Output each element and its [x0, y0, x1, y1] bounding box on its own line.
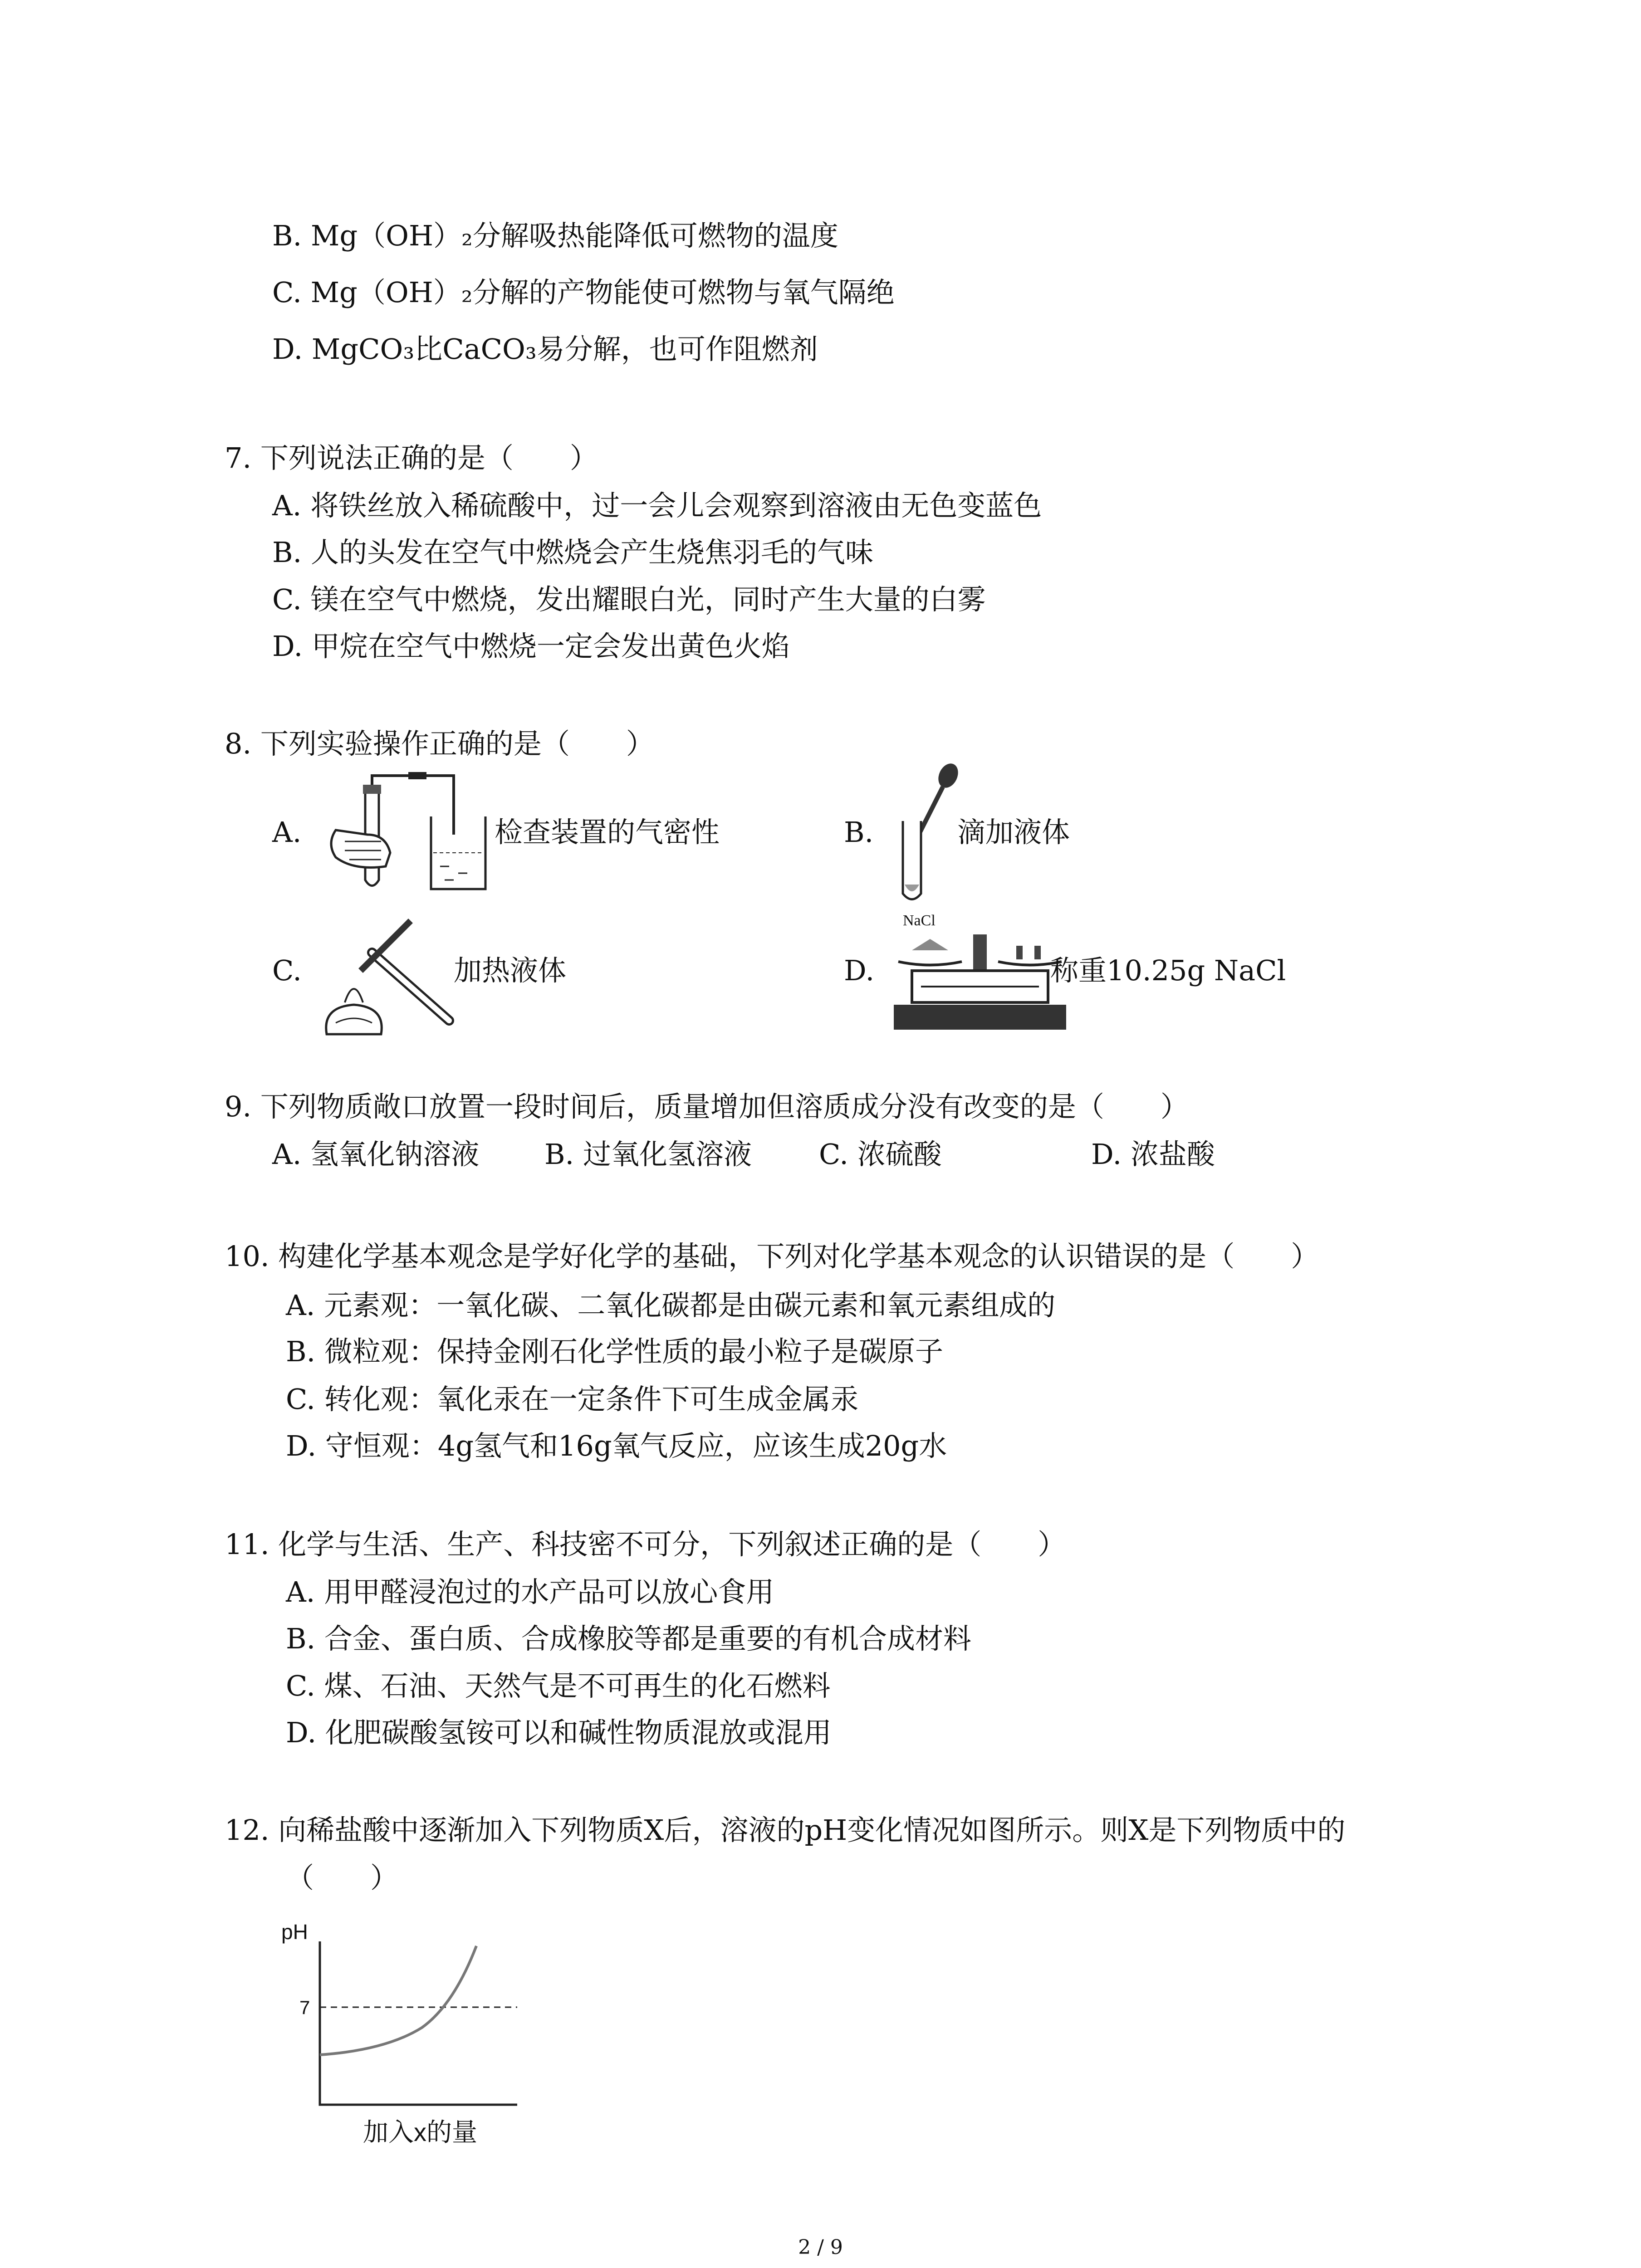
ph-graph-axes [320, 1941, 517, 2105]
q8-d-letter: D. [844, 954, 875, 987]
page-number: 2 / 9 [798, 2236, 843, 2259]
balance-figure [894, 907, 1066, 1039]
q7-option-b: B. 人的头发在空气中燃烧会产生烧焦羽毛的气味 [272, 536, 873, 569]
q10-option-b: B. 微粒观：保持金刚石化学性质的最小粒子是碳原子 [286, 1335, 943, 1368]
q7-stem: 7. 下列说法正确的是（ ） [225, 441, 598, 474]
ph-graph-tick-7: 7 [299, 1997, 310, 2018]
q12-answer-paren: （ ） [286, 1861, 399, 1894]
q8-b-letter: B. [844, 816, 874, 849]
nacl-label: NaCl [903, 912, 936, 929]
q8-d-caption: 称重10.25g NaCl [1050, 954, 1286, 987]
q9-option-c: C. 浓硫酸 [819, 1138, 942, 1171]
q9-option-b: B. 过氧化氢溶液 [544, 1138, 752, 1171]
prev-option-c: C. Mg（OH）₂分解的产物能使可燃物与氧气隔绝 [272, 276, 895, 309]
q8-c-caption: 加热液体 [454, 954, 567, 987]
q7-option-d: D. 甲烷在空气中燃烧一定会发出黄色火焰 [272, 630, 790, 663]
ph-graph [272, 1914, 526, 2150]
ph-graph-curve [320, 1946, 476, 2055]
q11-option-a: A. 用甲醛浸泡过的水产品可以放心食用 [286, 1575, 774, 1608]
ph-graph-x-label: 加入x的量 [363, 2118, 477, 2146]
q8-c-letter: C. [272, 954, 302, 987]
dropper-figure [885, 762, 966, 907]
q7-option-a: A. 将铁丝放入稀硫酸中，过一会儿会观察到溶液由无色变蓝色 [272, 489, 1042, 522]
q8-a-letter: A. [272, 816, 302, 849]
q7-option-c: C. 镁在空气中燃烧，发出耀眼白光，同时产生大量的白雾 [272, 583, 986, 616]
q11-option-c: C. 煤、石油、天然气是不可再生的化石燃料 [286, 1669, 831, 1702]
q10-option-d: D. 守恒观：4g氢气和16g氧气反应，应该生成20g水 [286, 1429, 947, 1462]
q8-b-caption: 滴加液体 [957, 816, 1070, 849]
prev-option-d: D. MgCO₃比CaCO₃易分解，也可作阻燃剂 [272, 332, 818, 366]
q12-stem: 12. 向稀盐酸中逐渐加入下列物质X后，溶液的pH变化情况如图所示。则X是下列物质中的 [225, 1813, 1346, 1847]
q11-stem: 11. 化学与生活、生产、科技密不可分，下列叙述正确的是（ ） [225, 1528, 1066, 1561]
q11-option-b: B. 合金、蛋白质、合成橡胶等都是重要的有机合成材料 [286, 1622, 971, 1655]
heat-liquid-figure [318, 912, 467, 1039]
q8-stem: 8. 下列实验操作正确的是（ ） [225, 727, 654, 760]
prev-option-b: B. Mg（OH）₂分解吸热能降低可燃物的温度 [272, 219, 838, 252]
q9-option-a: A. 氢氧化钠溶液 [272, 1138, 480, 1171]
q10-stem: 10. 构建化学基本观念是学好化学的基础，下列对化学基本观念的认识错误的是（ ） [225, 1240, 1319, 1273]
q8-a-caption: 检查装置的气密性 [495, 816, 720, 849]
airtight-check-figure [318, 767, 499, 898]
q10-option-a: A. 元素观：一氧化碳、二氧化碳都是由碳元素和氧元素组成的 [286, 1289, 1056, 1322]
ph-graph-y-label: pH [281, 1920, 308, 1944]
q9-option-d: D. 浓盐酸 [1091, 1138, 1215, 1171]
q11-option-d: D. 化肥碳酸氢铵可以和碱性物质混放或混用 [286, 1716, 832, 1749]
q9-stem: 9. 下列物质敞口放置一段时间后，质量增加但溶质成分没有改变的是（ ） [225, 1090, 1189, 1123]
q10-option-c: C. 转化观：氧化汞在一定条件下可生成金属汞 [286, 1383, 859, 1416]
